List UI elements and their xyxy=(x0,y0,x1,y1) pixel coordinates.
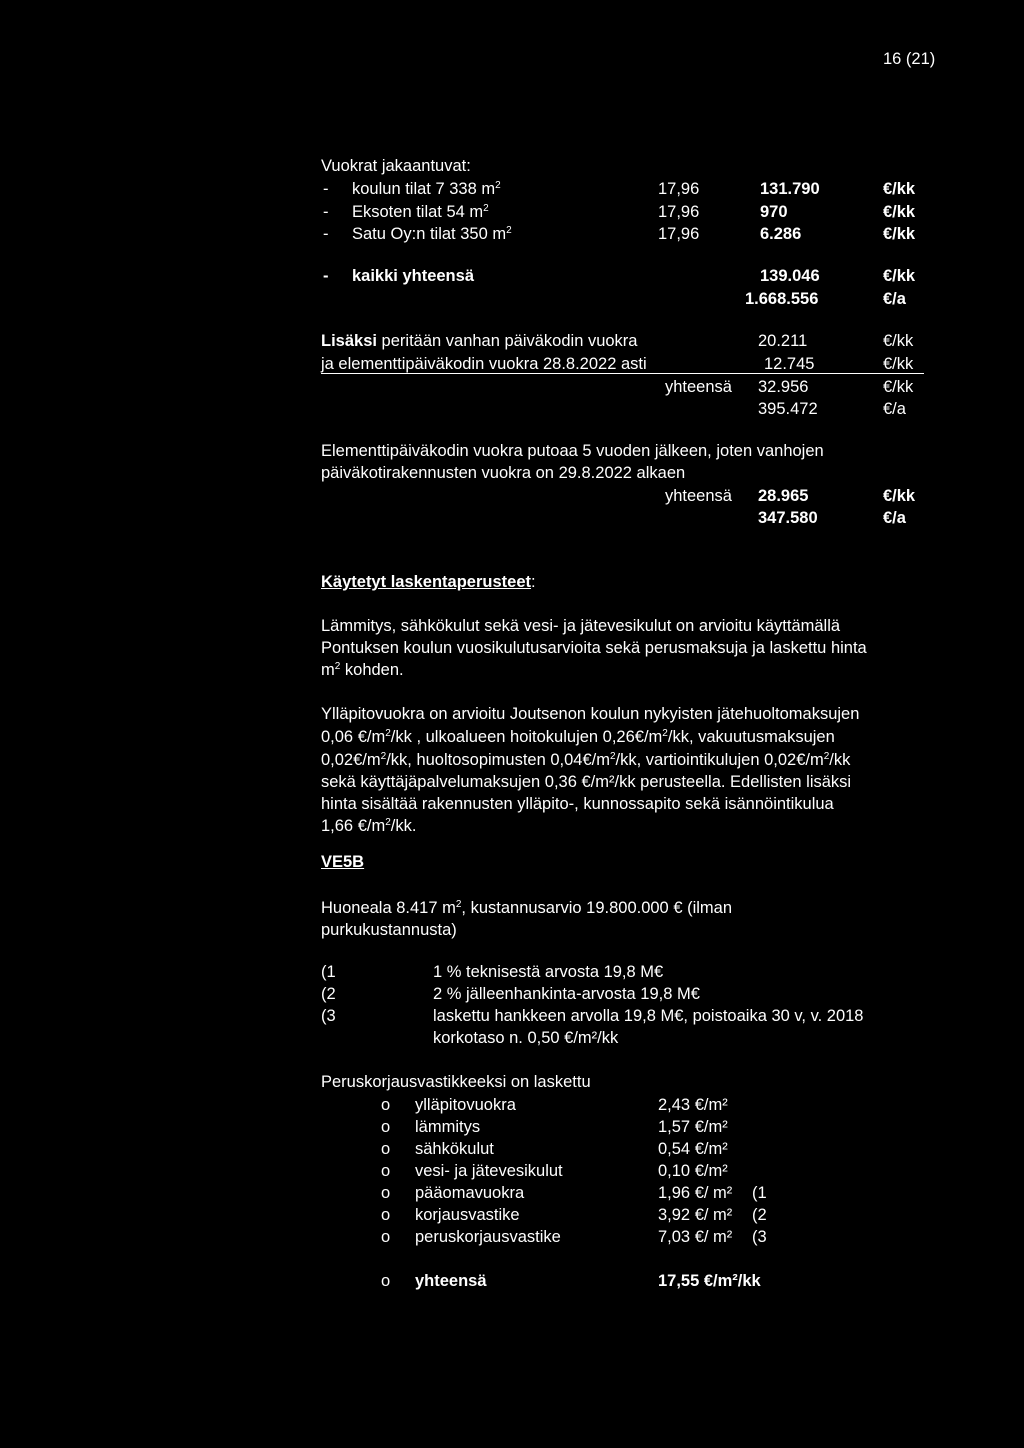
rent-amount: 131.790 xyxy=(760,180,820,198)
bullet: o xyxy=(381,1118,391,1136)
basis-p2-line6: 1,66 $€/m^2/kk$. xyxy=(321,817,417,835)
additional-total-monthly-unit: €/kk xyxy=(883,378,914,396)
breakdown-value: 2,43 €/m² xyxy=(658,1096,728,1114)
rent-unit: €/kk xyxy=(883,225,916,243)
breakdown-ref: (3 xyxy=(752,1228,767,1246)
breakdown-ref: (2 xyxy=(752,1206,767,1224)
rent-price: 17,96 xyxy=(658,203,700,221)
element-note-line2: päiväkotirakennusten vuokra on 29.8.2022 alkaen xyxy=(321,464,686,482)
element-total-label: yhteensä xyxy=(665,487,732,505)
rent-label: Satu Oy:n tilat 350 $m^2$ xyxy=(352,225,512,243)
dash: - xyxy=(323,267,329,285)
rent-total-monthly-unit: €/kk xyxy=(883,267,916,285)
bullet: o xyxy=(381,1096,391,1114)
additional-unit-1: €/kk xyxy=(883,332,914,350)
note-ref: (2 xyxy=(321,985,336,1003)
breakdown-ref: (1 xyxy=(752,1184,767,1202)
ve5b-area-line1: Huoneala 8.417 $m^2$, kustannusarvio 19.800.000 € (ilman xyxy=(321,899,733,917)
rent-unit: €/kk xyxy=(883,180,916,198)
breakdown-value: 1,96 €/ m² xyxy=(658,1184,733,1202)
basis-p2-line2: 0,06 $€/m^2/kk$ , ulkoalueen hoitokulujen $0,26€/m^2/kk$, vakuutusmaksujen xyxy=(321,728,835,746)
rent-total-annual-unit: €/a xyxy=(883,290,906,308)
rent-label: koulun tilat 7 338 $m^2$ xyxy=(352,180,501,198)
rent-label: Eksoten tilat 54 $m^2$ xyxy=(352,203,489,221)
additional-amount-1: 20.211 xyxy=(758,332,808,350)
breakdown-label: peruskorjausvastike xyxy=(415,1228,561,1246)
rent-total-monthly: 139.046 xyxy=(760,267,820,285)
breakdown-value: 0,54 €/m² xyxy=(658,1140,728,1158)
basis-heading: Käytetyt laskentaperusteet: xyxy=(321,573,536,591)
rent-price: 17,96 xyxy=(658,180,700,198)
breakdown-label: lämmitys xyxy=(415,1118,481,1136)
bullet: o xyxy=(381,1140,391,1158)
element-note-line1: Elementtipäiväkodin vuokra putoaa 5 vuoden jälkeen, joten vanhojen xyxy=(321,442,824,460)
breakdown-label: sähkökulut xyxy=(415,1140,494,1158)
note-text: 1 % teknisestä arvosta 19,8 M€ xyxy=(433,963,664,981)
additional-total-annual: 395.472 xyxy=(758,400,818,418)
basis-p1-line3: $m^2$ kohden. xyxy=(321,661,404,679)
breakdown-label: korjausvastike xyxy=(415,1206,520,1224)
rent-price: 17,96 xyxy=(658,225,700,243)
element-total-annual-unit: €/a xyxy=(883,509,906,527)
additional-total-label: yhteensä xyxy=(665,378,732,396)
breakdown-label: vesi- ja jätevesikulut xyxy=(415,1162,563,1180)
dash: - xyxy=(323,180,329,198)
additional-line2: ja elementtipäiväkodin vuokra 28.8.2022 asti xyxy=(321,355,647,373)
ve5b-area-line2: purkukustannusta) xyxy=(321,921,457,939)
note-text-continued: korkotaso n. 0,50 €/m²/kk xyxy=(433,1029,619,1047)
breakdown-label: pääomavuokra xyxy=(415,1184,525,1202)
breakdown-total-value: 17,55 €/m²/kk xyxy=(658,1272,761,1290)
additional-unit-2: €/kk xyxy=(883,355,914,373)
ve5b-heading: VE5B xyxy=(321,853,365,871)
dash: - xyxy=(323,225,329,243)
rent-unit: €/kk xyxy=(883,203,916,221)
breakdown-label: ylläpitovuokra xyxy=(415,1096,516,1114)
bullet: o xyxy=(381,1206,391,1224)
additional-total-monthly: 32.956 xyxy=(758,378,809,396)
rent-total-annual: 1.668.556 xyxy=(745,290,819,308)
bullet: o xyxy=(381,1272,391,1290)
additional-amount-2: 12.745 xyxy=(764,355,815,373)
basis-p1-line1: Lämmitys, sähkökulut sekä vesi- ja jätevesikulut on arvioitu käyttämällä xyxy=(321,617,841,635)
rent-amount: 970 xyxy=(760,203,788,221)
basis-p1-line2: Pontuksen koulun vuosikulutusarvioita sekä perusmaksuja ja laskettu hinta xyxy=(321,639,867,657)
element-total-monthly-unit: €/kk xyxy=(883,487,916,505)
bullet: o xyxy=(381,1184,391,1202)
rent-total-label: kaikki yhteensä xyxy=(352,267,474,285)
basis-p2-line1: Ylläpitovuokra on arvioitu Joutsenon koulun nykyisten jätehuoltomaksujen xyxy=(321,705,860,723)
breakdown-value: 1,57 €/m² xyxy=(658,1118,728,1136)
breakdown-value: 0,10 €/m² xyxy=(658,1162,728,1180)
breakdown-value: 3,92 €/ m² xyxy=(658,1206,733,1224)
sum-underline xyxy=(321,373,924,374)
basis-p2-line3: $0,02€/m^2/kk$, huoltosopimusten $0,04€/m^2/kk$, vartiointikulujen $0,02€/m^2/kk$ xyxy=(321,751,851,769)
element-total-annual: 347.580 xyxy=(758,509,818,527)
bullet: o xyxy=(381,1162,391,1180)
rent-amount: 6.286 xyxy=(760,225,802,243)
dash: - xyxy=(323,203,329,221)
additional-line1: Lisäksi peritään vanhan päiväkodin vuokra xyxy=(321,332,638,350)
note-ref: (3 xyxy=(321,1007,336,1025)
breakdown-total-label: yhteensä xyxy=(415,1272,487,1290)
note-ref: (1 xyxy=(321,963,336,981)
basis-p2-line4: sekä käyttäjäpalvelumaksujen 0,36 €/m²/kk perusteella. Edellisten lisäksi xyxy=(321,773,852,791)
basis-p2-line5: hinta sisältää rakennusten ylläpito-, kunnossapito sekä isännöintikulua xyxy=(321,795,834,813)
bullet: o xyxy=(381,1228,391,1246)
element-total-monthly: 28.965 xyxy=(758,487,809,505)
note-text: laskettu hankkeen arvolla 19,8 M€, poistoaika 30 v, v. 2018 xyxy=(433,1007,864,1025)
rents-heading: Vuokrat jakaantuvat: xyxy=(321,157,471,175)
note-text: 2 % jälleenhankinta-arvosta 19,8 M€ xyxy=(433,985,700,1003)
breakdown-heading: Peruskorjausvastikkeeksi on laskettu xyxy=(321,1073,591,1091)
page-number: 16 (21) xyxy=(883,50,936,68)
breakdown-value: 7,03 €/ m² xyxy=(658,1228,733,1246)
additional-total-annual-unit: €/a xyxy=(883,400,906,418)
